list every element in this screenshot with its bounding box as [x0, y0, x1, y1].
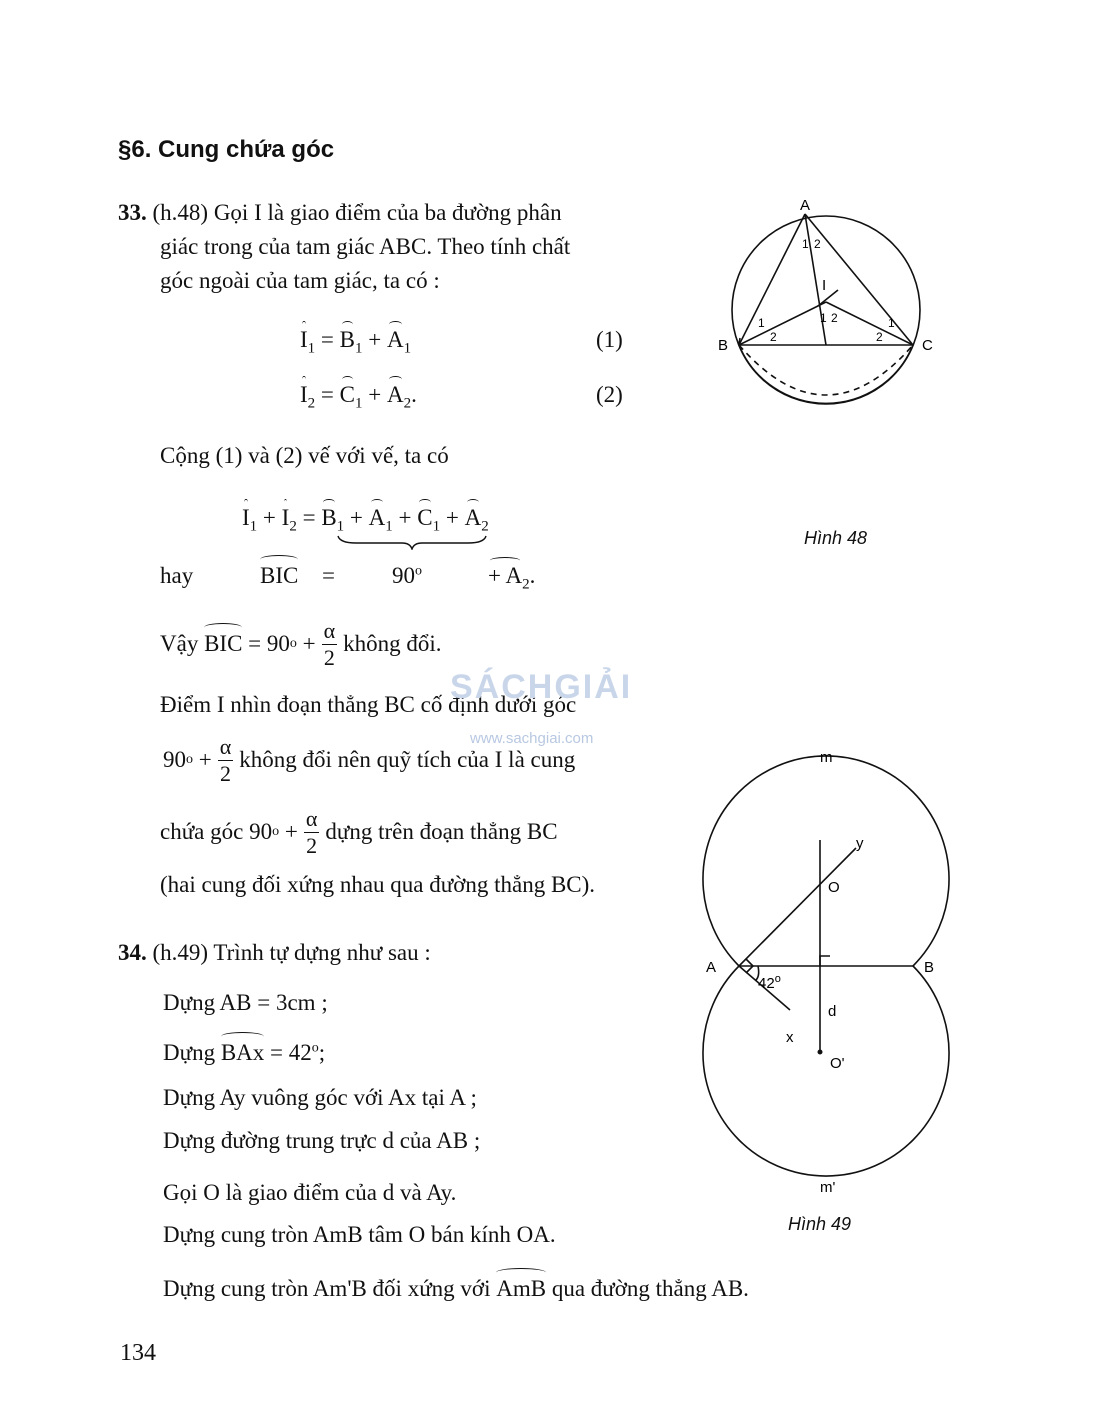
svg-text:2: 2: [876, 330, 883, 344]
equation-2-label: (2): [596, 382, 623, 407]
ex34-number: 34.: [118, 940, 147, 965]
fig49-label-o2: O': [830, 1055, 845, 1072]
ex34-step1: Dựng AB = 3cm ;: [163, 990, 328, 1015]
fig48-dashed-arc: [739, 345, 913, 395]
fig48-label-b: B: [718, 337, 729, 354]
svg-text:2: 2: [770, 330, 777, 344]
ex34-line1: 34. (h.49) Trình tự dựng như sau :: [118, 940, 431, 965]
fig49-label-a: A: [706, 959, 717, 976]
fig48-label-c: C: [922, 337, 933, 354]
watermark-logo: SÁCHGIẢI: [450, 668, 633, 706]
page-number: 134: [120, 1340, 156, 1366]
fig49-label-m2: m': [820, 1179, 836, 1196]
ex33-line2: giác trong của tam giác ABC. Theo tính chất: [160, 234, 571, 259]
fig49-label-o: O: [828, 879, 840, 896]
equation-2: $I_2 = C_1 + A_2$.: [300, 382, 417, 412]
equation-1-label: (1): [596, 327, 623, 352]
fig49-lower-arc: [703, 966, 949, 1176]
sum-intro: Cộng (1) và (2) vế với vế, ta có: [160, 443, 449, 468]
bic-arc: BIC: [260, 563, 299, 588]
ex34-step5: Gọi O là giao điểm của d và Ay.: [163, 1180, 457, 1205]
fig49-label-b: B: [924, 959, 935, 976]
fig49-label-d: d: [828, 1003, 837, 1020]
fig49-label-m: m: [820, 749, 833, 766]
svg-text:1: 1: [888, 316, 895, 330]
watermark-url: www.sachgiai.com: [470, 730, 594, 747]
svg-text:1: 1: [820, 311, 827, 325]
ex34-step7: Dựng cung tròn Am'B đối xứng với AmB qua đường thẳng AB.: [163, 1276, 749, 1301]
underbrace: [336, 534, 488, 550]
svg-text:2: 2: [814, 237, 821, 251]
ex33-p4: (hai cung đối xứng nhau qua đường thẳng BC).: [160, 872, 596, 897]
ex33-text1: (h.48) Gọi I là giao điểm của ba đường phân: [152, 200, 562, 225]
fig49-label-x: x: [786, 1029, 794, 1046]
figure-48: [700, 190, 980, 510]
sum-equation: $I_1 + I_2 = B_1 + A_1 + C_1 + A_2$: [242, 505, 489, 535]
plus-a2: + $A_2$.: [488, 563, 536, 593]
svg-text:1: 1: [758, 316, 765, 330]
ex33-p1: Điểm I nhìn đoạn thẳng BC cố định dưới góc: [160, 692, 577, 717]
ex34-step2: Dựng BAx = $42^o$;: [163, 1040, 326, 1065]
fig48-bisector-c: [826, 302, 913, 345]
svg-text:2: 2: [831, 311, 838, 325]
equation-1: $I_1 = B_1 + A_1$: [300, 327, 412, 357]
fig48-label-i: I: [822, 277, 827, 294]
ninety-degrees: 90$^o$: [392, 563, 422, 588]
figure-49: [680, 740, 980, 1200]
vay-line: Vậy BIC = 90 o + $\frac{\alpha}{2}$ không đổi.: [160, 617, 442, 670]
fig49-ray-ay: [739, 848, 856, 966]
fig48-label-a: A: [800, 197, 811, 214]
ex33-number: 33.: [118, 200, 147, 225]
fig49-upper-arc: [703, 756, 949, 966]
fig48-caption: Hình 48: [804, 528, 868, 548]
fig48-bisector-b: [739, 302, 826, 345]
ex34-step6: Dựng cung tròn AmB tâm O bán kính OA.: [163, 1222, 556, 1247]
hay-word: hay: [160, 563, 194, 588]
fig49-label-y: y: [856, 835, 864, 852]
fig49-angle-label: 42$^o$: [758, 973, 781, 992]
ex34-step4: Dựng đường trung trực d của AB ;: [163, 1128, 481, 1153]
ex33-p3: chứa góc 90 o + $\frac{\alpha}{2}$ dựng trên đoạn thẳng BC: [160, 805, 558, 858]
ex33-line3: góc ngoài của tam giác, ta có :: [160, 268, 440, 293]
equals-sign: =: [322, 563, 335, 588]
ex34-step3: Dựng Ay vuông góc với Ax tại A ;: [163, 1085, 477, 1110]
section-title: §6. Cung chứa góc: [118, 136, 335, 163]
svg-text:1: 1: [802, 237, 809, 251]
fig49-caption: Hình 49: [788, 1214, 852, 1234]
ex33-p2: 90 o + $\frac{\alpha}{2}$ không đổi nên quỹ tích của I là cung: [163, 733, 576, 786]
ex33-line1: [118, 200, 562, 226]
